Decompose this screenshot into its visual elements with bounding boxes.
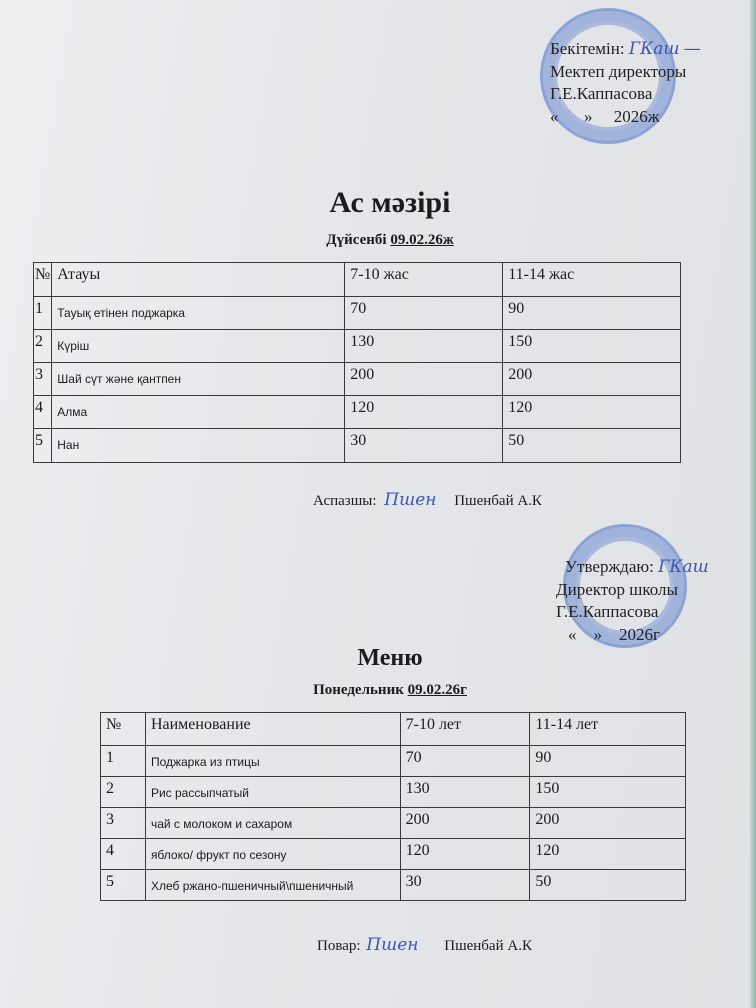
cell: 150 bbox=[503, 330, 681, 363]
cell: 130 bbox=[345, 330, 503, 363]
table-row bbox=[34, 363, 681, 396]
header-cell: Атауы bbox=[52, 263, 345, 297]
director-position: Директор школы bbox=[556, 579, 678, 599]
cell: Рис рассыпчатый bbox=[145, 777, 400, 808]
cell: 50 bbox=[530, 870, 686, 901]
cell: 120 bbox=[503, 396, 681, 429]
kz-title: Ас мәзірі bbox=[329, 186, 451, 219]
header-cell: № bbox=[34, 263, 52, 297]
cell: 200 bbox=[503, 363, 681, 396]
kz-date: 09.02.26ж bbox=[390, 232, 454, 248]
cell: 3 bbox=[34, 363, 52, 396]
cell: чай с молоком и сахаром bbox=[145, 808, 400, 839]
cell: 130 bbox=[400, 777, 530, 808]
director-signature: ГКаш bbox=[658, 557, 709, 577]
ru-day: Понедельник bbox=[313, 682, 404, 698]
page-edge bbox=[750, 0, 756, 1008]
cell: 4 bbox=[101, 839, 146, 870]
cell: 5 bbox=[34, 429, 52, 463]
director-signature: ГКаш bbox=[628, 39, 680, 59]
ru-menu-table bbox=[100, 712, 686, 901]
table-row bbox=[101, 808, 686, 839]
cell: 90 bbox=[503, 297, 681, 330]
cell: 30 bbox=[345, 429, 503, 463]
cell: 120 bbox=[345, 396, 503, 429]
table-row bbox=[34, 297, 681, 330]
cook-signature: Пшен bbox=[366, 935, 419, 955]
cell: Шай сүт және қантпен bbox=[52, 363, 345, 396]
approve-label: Утверждаю: bbox=[565, 557, 654, 576]
cell: Күріш bbox=[52, 330, 345, 363]
cell: 3 bbox=[101, 808, 146, 839]
cook-label: Повар: bbox=[317, 938, 361, 954]
header-cell: 11-14 лет bbox=[530, 713, 686, 746]
cell: 150 bbox=[530, 777, 686, 808]
table-row bbox=[101, 870, 686, 901]
cell: 5 bbox=[101, 870, 146, 901]
cell: 200 bbox=[530, 808, 686, 839]
cell: 2 bbox=[101, 777, 146, 808]
approval-date: « » 2026ж bbox=[550, 106, 660, 126]
kz-cook-line bbox=[313, 490, 542, 510]
cell: Нан bbox=[52, 429, 345, 463]
header-cell: 7-10 жас bbox=[345, 263, 503, 297]
cell: 120 bbox=[530, 839, 686, 870]
cell: 1 bbox=[101, 746, 146, 777]
table-row bbox=[34, 429, 681, 463]
kz-date-line bbox=[0, 232, 756, 249]
director-position: Мектеп директоры bbox=[550, 61, 687, 81]
table-row bbox=[101, 839, 686, 870]
cell: 90 bbox=[530, 746, 686, 777]
cell: 50 bbox=[503, 429, 681, 463]
kz-menu-table bbox=[33, 262, 681, 463]
director-name: Г.Е.Каппасова bbox=[556, 602, 659, 621]
cell: 30 bbox=[400, 870, 530, 901]
table-row bbox=[101, 746, 686, 777]
cell: 200 bbox=[400, 808, 530, 839]
cell: 2 bbox=[34, 330, 52, 363]
cell: 70 bbox=[345, 297, 503, 330]
approve-label: Бекітемін: bbox=[550, 39, 625, 58]
ru-date-line bbox=[0, 682, 756, 699]
ru-title: Меню bbox=[357, 645, 423, 671]
ru-date: 09.02.26г bbox=[407, 682, 467, 698]
approval-date: « » 2026г bbox=[568, 624, 660, 644]
cell: 200 bbox=[345, 363, 503, 396]
cell: 120 bbox=[400, 839, 530, 870]
cell: яблоко/ фрукт по сезону bbox=[145, 839, 400, 870]
header-cell: Наименование bbox=[145, 713, 400, 746]
kz-day: Дүйсенбі bbox=[326, 232, 387, 248]
cell: Хлеб ржано-пшеничный\пшеничный bbox=[145, 870, 400, 901]
header-cell: № bbox=[101, 713, 146, 746]
cell: 4 bbox=[34, 396, 52, 429]
cell: Поджарка из птицы bbox=[145, 746, 400, 777]
table-row bbox=[101, 777, 686, 808]
cell: 70 bbox=[400, 746, 530, 777]
cell: Тауық етінен поджарка bbox=[52, 297, 345, 330]
table-header-row bbox=[101, 713, 686, 746]
cook-name: Пшенбай А.К bbox=[444, 938, 532, 954]
header-cell: 11-14 жас bbox=[503, 263, 681, 297]
cook-label: Аспазшы: bbox=[313, 493, 377, 509]
cook-signature: Пшен bbox=[384, 490, 437, 510]
cook-name: Пшенбай А.К bbox=[454, 493, 542, 509]
header-cell: 7-10 лет bbox=[400, 713, 530, 746]
ru-approval-block bbox=[556, 556, 709, 646]
cell: Алма bbox=[52, 396, 345, 429]
table-header-row bbox=[34, 263, 681, 297]
table-row bbox=[34, 396, 681, 429]
ru-cook-line bbox=[317, 935, 532, 955]
table-row bbox=[34, 330, 681, 363]
kz-approval-block: Бекітемін: ГКаш — Мектеп директоры Г.Е.Каппасова « » 2026ж bbox=[550, 38, 701, 128]
cell: 1 bbox=[34, 297, 52, 330]
director-name: Г.Е.Каппасова bbox=[550, 84, 653, 103]
